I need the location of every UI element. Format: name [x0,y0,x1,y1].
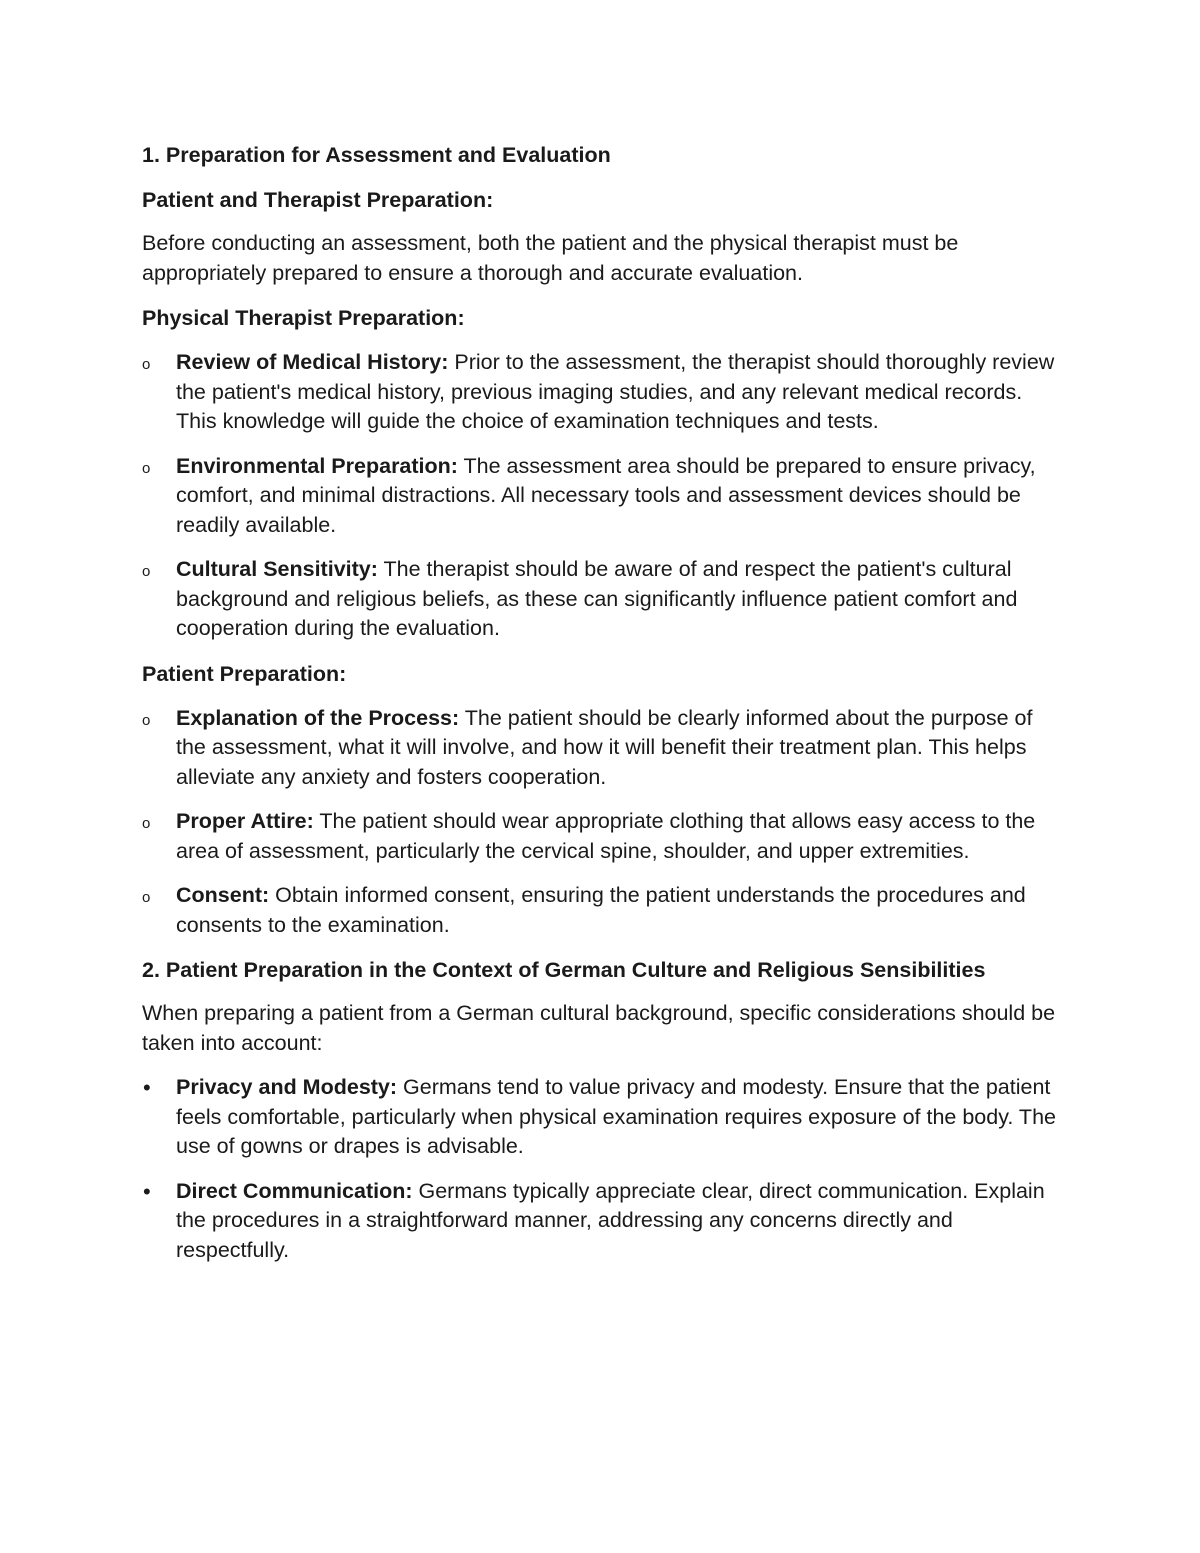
section-2-heading: 2. Patient Preparation in the Context of German Culture and Religious Sensibilities [142,958,986,982]
circle-bullet-icon: o [142,563,151,580]
list-item-term: Proper Attire: [176,809,314,833]
list-item-text: The patient should wear appropriate clothing that allows easy access to the area of assessment, particularly the cervical spine, shoulder, and upper extremities. [176,809,1036,863]
document-page [142,140,1062,1265]
therapist-preparation-list [142,348,1062,644]
circle-bullet-icon: o [142,459,151,477]
section-1-heading: 1. Preparation for Assessment and Evaluation [142,143,611,167]
list-item [142,348,1062,437]
section-2-intro: When preparing a patient from a German cultural background, specific considerations should be taken into account: [142,1001,1056,1055]
list-item-term: Cultural Sensitivity: [176,557,378,581]
circle-bullet-icon: o [142,711,151,729]
list-item-term: Environmental Preparation: [176,453,458,478]
list-item [142,807,1062,866]
list-item [142,704,1062,793]
list-item [142,1073,1062,1162]
list-item-text: The therapist should be aware of and respect the patient's cultural background and religious beliefs, as these can significantly influence patient comfort and cooperation during the evaluation. [176,557,1018,640]
german-culture-list [142,1073,1062,1265]
list-item-term: Direct Communication: [176,1178,413,1203]
list-item [142,452,1062,541]
patient-preparation-list [142,704,1062,941]
circle-bullet-icon: o [142,356,151,373]
list-item-text: The patient should be clearly informed about the purpose of the assessment, what it will involve, and how it will benefit their treatment plan. This helps alleviate any anxiety and fosters cooperation. [176,705,1033,789]
list-item-term: Review of Medical History: [176,350,449,374]
list-item-text: Germans tend to value privacy and modesty. Ensure that the patient feels comfortable, particularly when physical examination requires exposure of the body. The use of gowns or drapes is advisable. [176,1075,1056,1158]
list-item [142,1177,1062,1266]
list-item-term: Privacy and Modesty: [176,1075,398,1099]
section-1-subheading: Patient and Therapist Preparation: [142,188,494,212]
list-item-text: Germans typically appreciate clear, direct communication. Explain the procedures in a straightforward manner, addressing any concerns directly and respectfully. [176,1178,1045,1262]
list-item-text: The assessment area should be prepared to ensure privacy, comfort, and minimal distractions. All necessary tools and assessment devices should be readily available. [176,453,1036,537]
circle-bullet-icon: o [142,815,151,832]
list-item [142,881,1062,940]
list-item-text: Obtain informed consent, ensuring the patient understands the procedures and consents to the examination. [176,883,1026,937]
list-item-text: Prior to the assessment, the therapist should thoroughly review the patient's medical history, previous imaging studies, and any relevant medical records. This knowledge will guide the choice of examination techniques and tests. [176,350,1055,433]
bullet-icon: • [143,1178,151,1204]
list-item-term: Consent: [176,883,270,907]
therapist-preparation-heading: Physical Therapist Preparation: [142,306,465,330]
section-1-intro: Before conducting an assessment, both the patient and the physical therapist must be appropriately prepared to ensure a thorough and accurate evaluation. [142,231,959,285]
patient-preparation-heading: Patient Preparation: [142,661,347,686]
bullet-icon: • [143,1075,151,1100]
circle-bullet-icon: o [142,889,151,906]
list-item-term: Explanation of the Process: [176,705,460,730]
list-item [142,555,1062,644]
